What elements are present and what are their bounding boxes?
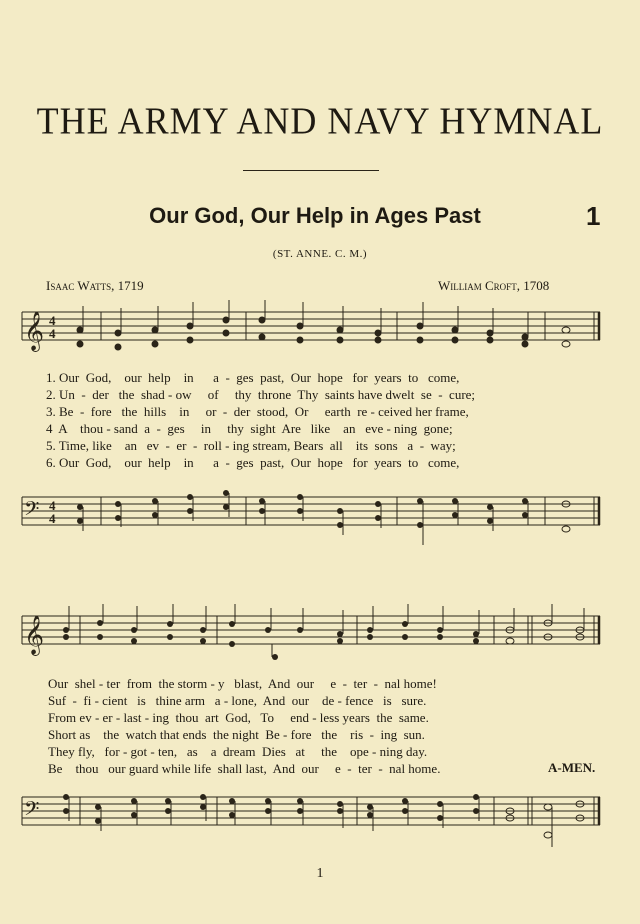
svg-text:4: 4 bbox=[49, 511, 56, 526]
title-rule bbox=[243, 170, 379, 171]
tune-name: (ST. ANNE. C. M.) bbox=[272, 248, 368, 260]
verse-line: Short as the watch that ends the night Be - fore the ris - ing sun. bbox=[48, 727, 425, 742]
book-title: THE ARMY AND NAVY HYMNAL bbox=[36, 100, 604, 142]
page-number: 1 bbox=[316, 866, 324, 881]
treble-clef-icon: 𝄞 bbox=[24, 615, 45, 655]
verse-line: 4 A thou - sand a - ges in thy sight Are like an eve - ning gone; bbox=[46, 421, 453, 436]
verse-line: Be thou our guard while life shall last, And our e - ter - nal home. bbox=[48, 761, 441, 776]
verse-line: From ev - er - last - ing thou art God, To end - less years the same. bbox=[48, 710, 429, 725]
svg-text:4: 4 bbox=[49, 326, 56, 341]
bass-staff-system-1 bbox=[0, 485, 640, 550]
hymn-number: 1 bbox=[586, 201, 601, 231]
bass-clef-icon: 𝄢 bbox=[24, 497, 40, 525]
bass-staff-system-2 bbox=[0, 785, 640, 855]
verse-line: Our shel - ter from the storm - y blast, And our e - ter - nal home! bbox=[48, 676, 437, 691]
svg-text:4: 4 bbox=[49, 313, 56, 328]
bass-clef-icon: 𝄢 bbox=[24, 797, 40, 825]
verse-line: Suf - fi - cient is thine arm a - lone, And our de - fence is sure. bbox=[48, 693, 427, 708]
treble-clef-icon: 𝄞 bbox=[24, 311, 45, 351]
verse-line: 3. Be - fore the hills in or - der stood, Or earth re - ceived her frame, bbox=[46, 404, 469, 419]
svg-text:4: 4 bbox=[49, 498, 56, 513]
hymn-title-text: Our God, Our Help in Ages Past bbox=[149, 203, 481, 228]
verse-line: 5. Time, like an ev - er - roll - ing stream, Bears all its sons a - way; bbox=[46, 438, 456, 453]
verse-line: They fly, for - got - ten, as a dream Dies at the ope - ning day. bbox=[48, 744, 428, 759]
author-credit: Isaac Watts, 1719 bbox=[46, 278, 144, 293]
verse-line: 2. Un - der the shad - ow of thy throne Thy saints have dwelt se - cure; bbox=[46, 387, 476, 402]
hymn-title bbox=[0, 203, 640, 229]
treble-staff-system-2 bbox=[0, 604, 640, 672]
verse-line: 1. Our God, our help in a - ges past, Our hope for years to come, bbox=[46, 370, 460, 385]
verse-line: 6. Our God, our help in a - ges past, Our hope for years to come, bbox=[46, 455, 460, 470]
treble-staff-system-1 bbox=[0, 300, 640, 360]
composer-credit: William Croft, 1708 bbox=[438, 278, 550, 293]
amen-label: A-MEN. bbox=[548, 760, 596, 775]
